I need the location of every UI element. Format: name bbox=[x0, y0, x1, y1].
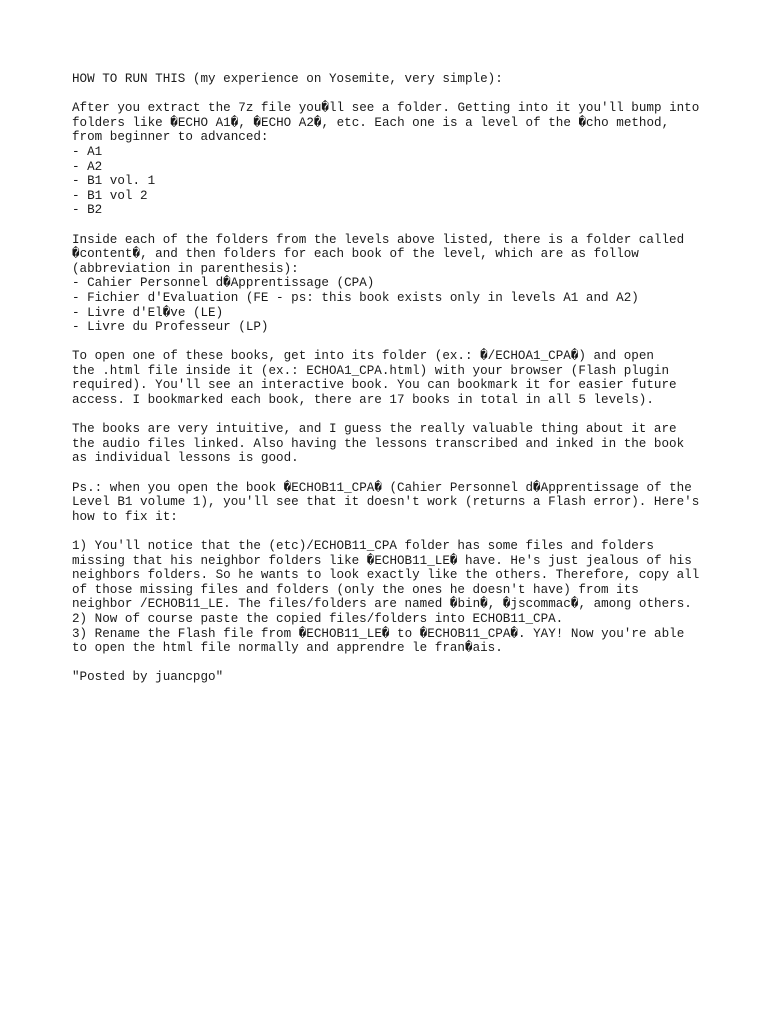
list-item: - Fichier d'Evaluation (FE - ps: this book exists only in levels A1 and A2) bbox=[72, 290, 639, 305]
text-line: neighbors folders. So he wants to look exactly like the others. Therefore, copy all bbox=[72, 568, 700, 583]
list-item: - B2 bbox=[72, 203, 103, 218]
text-line: 3) Rename the Flash file from �ECHOB11_LE� to �ECHOB11_CPA�. YAY! Now you're able bbox=[72, 626, 685, 641]
text-line: Ps.: when you open the book �ECHOB11_CPA� (Cahier Personnel d�Apprentissage of the bbox=[72, 480, 692, 495]
text-line: missing that his neighbor folders like �ECHOB11_LE� have. He's just jealous of his bbox=[72, 553, 692, 568]
blank-line bbox=[72, 656, 712, 671]
text-line: from beginner to advanced: bbox=[72, 130, 269, 145]
text-line: as individual lessons is good. bbox=[72, 451, 299, 466]
text-line: HOW TO RUN THIS (my experience on Yosemite, very simple): bbox=[72, 72, 503, 86]
blank-line bbox=[72, 87, 712, 102]
list-item: - A2 bbox=[72, 159, 103, 174]
text-line: Level B1 volume 1), you'll see that it doesn't work (returns a Flash error). Here's bbox=[72, 495, 700, 510]
list-item: - Cahier Personnel d�Apprentissage (CPA) bbox=[72, 276, 375, 291]
blank-line bbox=[72, 408, 712, 423]
text-line: access. I bookmarked each book, there are 17 books in total in all 5 levels). bbox=[72, 393, 654, 408]
list-item: - B1 vol. 1 bbox=[72, 174, 156, 189]
text-line: of those missing files and folders (only the ones he doesn't have) from its bbox=[72, 582, 639, 597]
signature-line: "Posted by juancpgo" bbox=[72, 670, 224, 685]
text-line: After you extract the 7z file you�ll see a folder. Getting into it you'll bump into bbox=[72, 101, 700, 116]
text-line: (abbreviation in parenthesis): bbox=[72, 261, 299, 276]
text-line: how to fix it: bbox=[72, 509, 178, 524]
list-item: - Livre d'El�ve (LE) bbox=[72, 305, 224, 320]
text-line: folders like �ECHO A1�, �ECHO A2�, etc. Each one is a level of the �cho method, bbox=[72, 115, 670, 130]
text-line: To open one of these books, get into its folder (ex.: �/ECHOA1_CPA�) and open bbox=[72, 349, 654, 364]
text-line: The books are very intuitive, and I guess the really valuable thing about it are bbox=[72, 422, 677, 437]
list-item: - A1 bbox=[72, 144, 103, 159]
blank-line bbox=[72, 335, 712, 350]
document-page bbox=[72, 72, 712, 685]
text-line: the audio files linked. Also having the lessons transcribed and inked in the book bbox=[72, 436, 685, 451]
text-line: to open the html file normally and apprendre le fran�ais. bbox=[72, 641, 503, 656]
text-line: 2) Now of course paste the copied files/folders into ECHOB11_CPA. bbox=[72, 611, 564, 626]
list-item: - Livre du Professeur (LP) bbox=[72, 320, 269, 335]
text-line: neighbor /ECHOB11_LE. The files/folders are named �bin�, �jscommac�, among others. bbox=[72, 597, 692, 612]
text-line: �content�, and then folders for each book of the level, which are as follow bbox=[72, 247, 639, 262]
text-line: Inside each of the folders from the levels above listed, there is a folder called bbox=[72, 232, 685, 247]
text-line: the .html file inside it (ex.: ECHOA1_CPA.html) with your browser (Flash plugin bbox=[72, 363, 670, 378]
blank-line bbox=[72, 466, 712, 481]
list-item: - B1 vol 2 bbox=[72, 188, 148, 203]
blank-line bbox=[72, 524, 712, 539]
text-line: required). You'll see an interactive book. You can bookmark it for easier future bbox=[72, 378, 677, 393]
blank-line bbox=[72, 218, 712, 233]
text-line: 1) You'll notice that the (etc)/ECHOB11_CPA folder has some files and folders bbox=[72, 539, 654, 553]
